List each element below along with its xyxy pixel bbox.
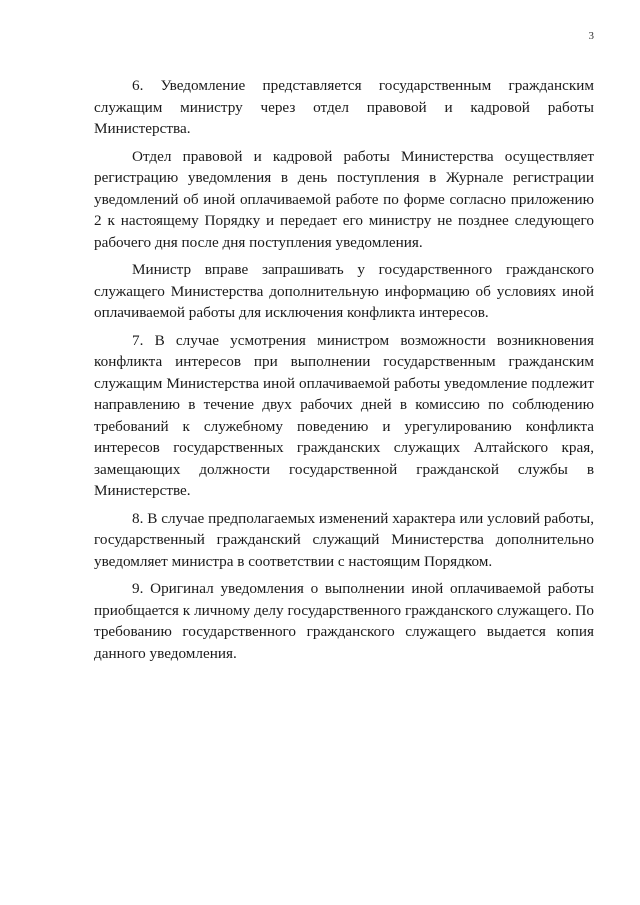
- paragraph-7: 7. В случае усмотрения министром возможности возникновения конфликта интересов при выполнении государственным гражданским служащим Министерства иной оплачиваемой работы уведомление подлежит направлению в течение двух рабочих дней в комиссию по соблюдению требований к служебному поведению и урегулированию конфликта интересов государственных гражданских служащих Алтайского края, замещающих должности государственной гражданской службы в Министерстве.: [94, 331, 594, 499]
- paragraph-minister-request: Министр вправе запрашивать у государственного гражданского служащего Министерства дополнительную информацию об условиях иной оплачиваемой работы для исключения конфликта интересов.: [94, 261, 594, 321]
- page-number: 3: [588, 30, 594, 42]
- paragraph-8: 8. В случае предполагаемых изменений характера или условий работы, государственный гражданский служащий Министерства дополнительно уведомляет министра в соответствии с настоящим Порядком.: [94, 509, 594, 570]
- document-body: [94, 75, 594, 670]
- paragraph-9: 9. Оригинал уведомления о выполнении иной оплачиваемой работы приобщается к личному делу государственного гражданского служащего. По требованию государственного гражданского служащего выдается копия данного уведомления.: [94, 580, 594, 662]
- paragraph-6: 6. Уведомление представляется государственным гражданским служащим министру через отдел правовой и кадровой работы Министерства.: [94, 77, 594, 137]
- paragraph-registration: Отдел правовой и кадровой работы Министерства осуществляет регистрацию уведомления в день поступления в Журнале регистрации уведомлений об иной оплачиваемой работе по форме согласно приложению 2 к настоящему Порядку и передает его министру не позднее следующего рабочего дня после дня поступления уведомления.: [94, 147, 594, 251]
